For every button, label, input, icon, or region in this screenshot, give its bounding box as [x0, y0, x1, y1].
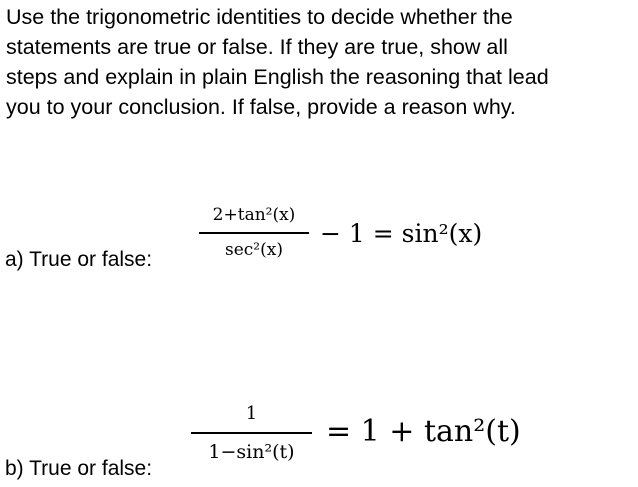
instructions-line: statements are true or false. If they are true, show all — [6, 35, 508, 59]
instructions-line: you to your conclusion. If false, provide a reason why. — [6, 95, 516, 119]
part-a-fraction-bar — [199, 232, 309, 234]
part-a-numerator: 2+tan²(x) — [212, 205, 296, 225]
part-a-denominator: sec²(x) — [225, 239, 283, 260]
part-a-right-side: − 1 = sin²(x) — [320, 219, 483, 248]
part-b-fraction-bar — [191, 432, 312, 434]
instructions-line: Use the trigonometric identities to decide whether the — [6, 5, 513, 29]
part-b-numerator: 1 — [245, 403, 258, 424]
part-a-label: a) True or false: — [5, 248, 153, 271]
part-a-fraction — [199, 204, 309, 262]
part-b-right-side: = 1 + tan²(t) — [326, 414, 521, 449]
instructions-paragraph — [6, 2, 636, 122]
part-b-denominator: 1−sin²(t) — [208, 440, 295, 463]
part-b-fraction — [191, 402, 312, 465]
instructions-line: steps and explain in plain English the reasoning that lead — [6, 65, 549, 89]
part-b-label: b) True or false: — [5, 457, 153, 480]
